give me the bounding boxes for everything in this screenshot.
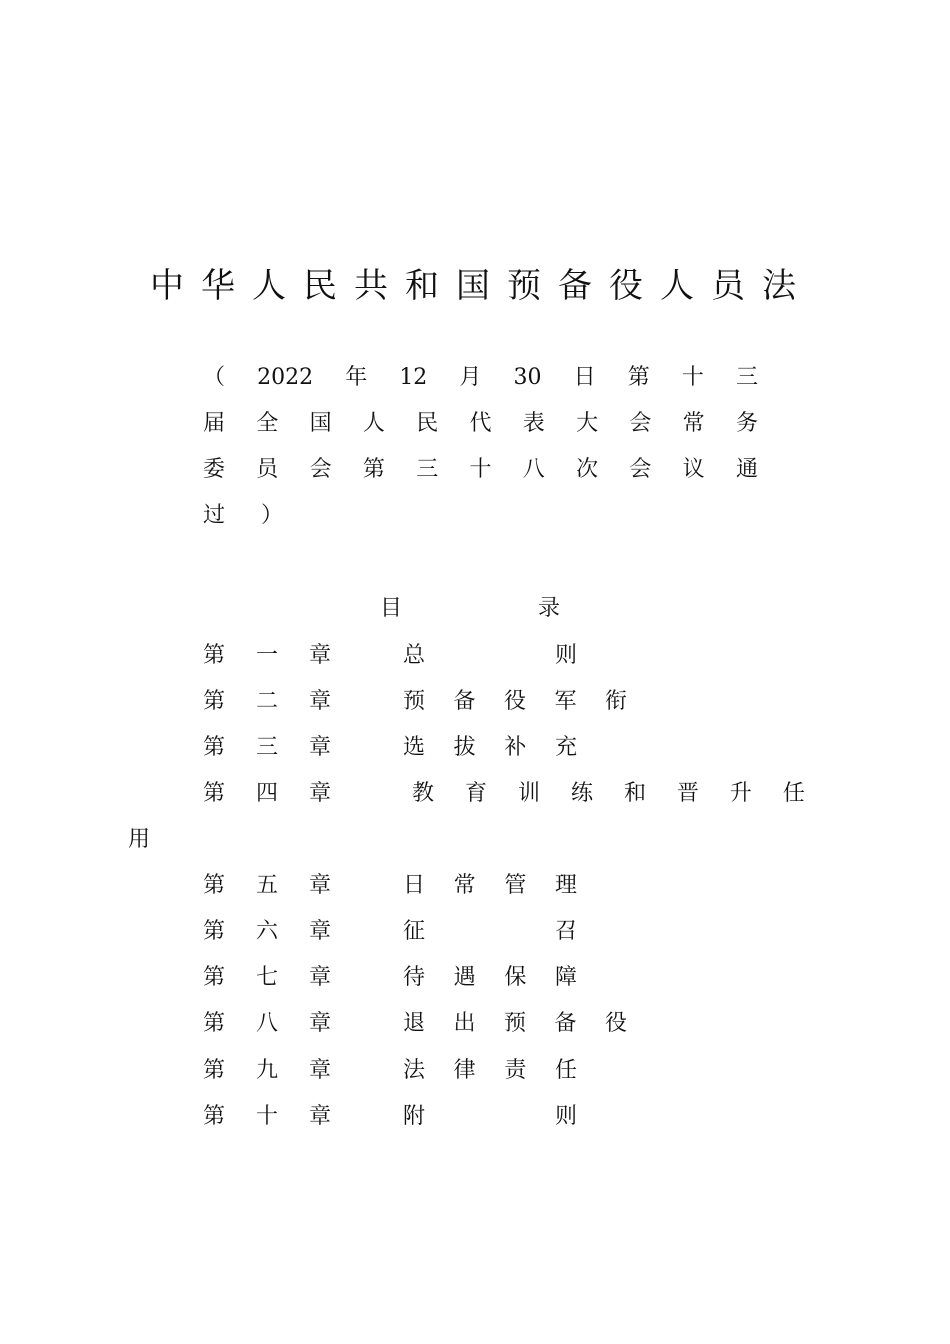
adoption-char: 2022 [257, 365, 314, 390]
chapter-label [203, 778, 331, 810]
chapter-title-char: 备 [554, 1011, 577, 1036]
chapter-label-char: 章 [308, 1104, 331, 1129]
chapter-title [403, 732, 577, 764]
chapter-title-char: 育 [464, 781, 487, 806]
chapter-label-char: 三 [255, 735, 278, 760]
chapter-label-char: 章 [308, 873, 331, 898]
chapter-title [403, 1008, 627, 1040]
chapter-title-char: 保 [504, 965, 527, 990]
adoption-char: 人 [362, 411, 385, 436]
adoption-note-line-2 [203, 408, 758, 440]
adoption-char: 30 [513, 365, 542, 390]
chapter-title [403, 916, 577, 948]
chapter-label [203, 1008, 331, 1040]
adoption-char: 八 [522, 457, 545, 482]
chapter-title-char: 则 [554, 1104, 577, 1129]
adoption-note-line-1 [203, 362, 758, 394]
chapter-label-char: 第 [203, 1058, 226, 1083]
document-title: 中华人民共和国预备役人员法 [150, 266, 813, 306]
chapter-title-char: 拔 [453, 735, 476, 760]
chapter-label-char: 第 [203, 735, 226, 760]
chapter-label-char: 二 [255, 689, 278, 714]
chapter-label [203, 916, 331, 948]
chapter-title [412, 778, 805, 810]
chapter-title [403, 640, 577, 672]
adoption-char: 议 [682, 457, 705, 482]
chapter-label-char: 第 [203, 965, 226, 990]
chapter-label-char: 章 [308, 965, 331, 990]
chapter-title-char: 附 [403, 1104, 426, 1129]
chapter-title-char: 法 [403, 1058, 426, 1083]
chapter-label-char: 第 [203, 873, 226, 898]
chapter-title-char: 总 [403, 643, 426, 668]
adoption-char: 常 [682, 411, 705, 436]
adoption-note-line-4 [203, 500, 758, 532]
adoption-char: 通 [735, 457, 758, 482]
chapter-label-char: 章 [308, 919, 331, 944]
adoption-char: 会 [309, 457, 332, 482]
chapter-title-char: 升 [729, 781, 752, 806]
chapter-title-char: 晋 [676, 781, 699, 806]
toc-heading-char: 目 [380, 596, 403, 621]
chapter-label-char: 章 [308, 689, 331, 714]
adoption-char: 第 [627, 365, 650, 390]
chapter-label-char: 第 [203, 689, 226, 714]
chapter-label-char: 章 [308, 1058, 331, 1083]
chapter-title-char: 则 [554, 643, 577, 668]
chapter-title-char: 军 [554, 689, 577, 714]
chapter-label-char: 十 [255, 1104, 278, 1129]
adoption-char: 第 [362, 457, 385, 482]
adoption-char: 全 [256, 411, 279, 436]
chapter-title-char: 遇 [453, 965, 476, 990]
adoption-char: 表 [522, 411, 545, 436]
adoption-char: 年 [345, 365, 368, 390]
adoption-char: 月 [459, 365, 482, 390]
adoption-char: 代 [469, 411, 492, 436]
chapter-title-char: 选 [403, 735, 426, 760]
adoption-char: 会 [629, 457, 652, 482]
chapter-title [403, 1055, 577, 1087]
chapter-title-char: 教 [412, 781, 435, 806]
chapter-label-char: 四 [255, 781, 278, 806]
chapter-label-char: 第 [203, 919, 226, 944]
chapter-label-char: 章 [308, 643, 331, 668]
chapter-label [203, 686, 331, 718]
chapter-title-char: 律 [453, 1058, 476, 1083]
chapter-title-char: 征 [403, 919, 426, 944]
chapter-title-char: 役 [503, 689, 526, 714]
chapter-title [403, 870, 577, 902]
chapter-title-char: 役 [604, 1011, 627, 1036]
chapter-label [203, 962, 331, 994]
adoption-char: 十 [681, 365, 704, 390]
chapter-label-char: 第 [203, 643, 226, 668]
adoption-char: 届 [203, 411, 226, 436]
chapter-title-char: 预 [503, 1011, 526, 1036]
chapter-label-char: 六 [255, 919, 278, 944]
chapter-4-title-continuation: 用 [128, 827, 151, 852]
adoption-char: 12 [399, 365, 428, 390]
chapter-label [203, 640, 331, 672]
adoption-char: ） [261, 503, 284, 528]
chapter-title-char: 理 [554, 873, 577, 898]
chapter-label [203, 1101, 331, 1133]
adoption-char: 国 [309, 411, 332, 436]
chapter-label-char: 第 [203, 781, 226, 806]
chapter-title [403, 686, 627, 718]
chapter-label-char: 九 [255, 1058, 278, 1083]
chapter-title-char: 充 [554, 735, 577, 760]
chapter-title-char: 障 [554, 965, 577, 990]
adoption-char: 过 [203, 503, 226, 528]
chapter-title-char: 日 [403, 873, 426, 898]
toc-heading [380, 593, 560, 625]
chapter-title-char: 补 [504, 735, 527, 760]
adoption-char: 务 [735, 411, 758, 436]
chapter-title-char: 常 [453, 873, 476, 898]
toc-heading-char: 录 [537, 596, 560, 621]
adoption-char: 日 [573, 365, 596, 390]
adoption-char: 会 [629, 411, 652, 436]
chapter-title-char: 预 [403, 689, 426, 714]
chapter-title-char: 任 [782, 781, 805, 806]
adoption-char: 三 [735, 365, 758, 390]
chapter-label-char: 章 [308, 781, 331, 806]
chapter-label-char: 七 [255, 965, 278, 990]
chapter-title-char: 出 [453, 1011, 476, 1036]
chapter-title-char: 训 [517, 781, 540, 806]
chapter-title-char: 衔 [604, 689, 627, 714]
chapter-title-char: 退 [403, 1011, 426, 1036]
adoption-char: 次 [576, 457, 599, 482]
chapter-label-char: 章 [308, 735, 331, 760]
chapter-title-char: 待 [403, 965, 426, 990]
adoption-char: 三 [416, 457, 439, 482]
adoption-char: 委 [203, 457, 226, 482]
chapter-label-char: 第 [203, 1104, 226, 1129]
chapter-label-char: 五 [255, 873, 278, 898]
chapter-title-char: 管 [504, 873, 527, 898]
chapter-title-char: 责 [504, 1058, 527, 1083]
chapter-label-char: 八 [255, 1011, 278, 1036]
adoption-note-line-3 [203, 454, 758, 486]
adoption-char: 员 [256, 457, 279, 482]
chapter-title-char: 任 [554, 1058, 577, 1083]
chapter-label [203, 732, 331, 764]
chapter-title-char: 召 [554, 919, 577, 944]
adoption-char: 大 [576, 411, 599, 436]
chapter-label-char: 章 [308, 1011, 331, 1036]
chapter-label-char: 第 [203, 1011, 226, 1036]
chapter-label [203, 1055, 331, 1087]
chapter-title-char: 备 [453, 689, 476, 714]
chapter-title [403, 1101, 577, 1133]
adoption-char: 十 [469, 457, 492, 482]
adoption-char: 民 [416, 411, 439, 436]
chapter-title-char: 和 [623, 781, 646, 806]
adoption-char: （ [203, 365, 226, 390]
chapter-label [203, 870, 331, 902]
chapter-label-char: 一 [255, 643, 278, 668]
chapter-title [403, 962, 577, 994]
chapter-title-char: 练 [570, 781, 593, 806]
